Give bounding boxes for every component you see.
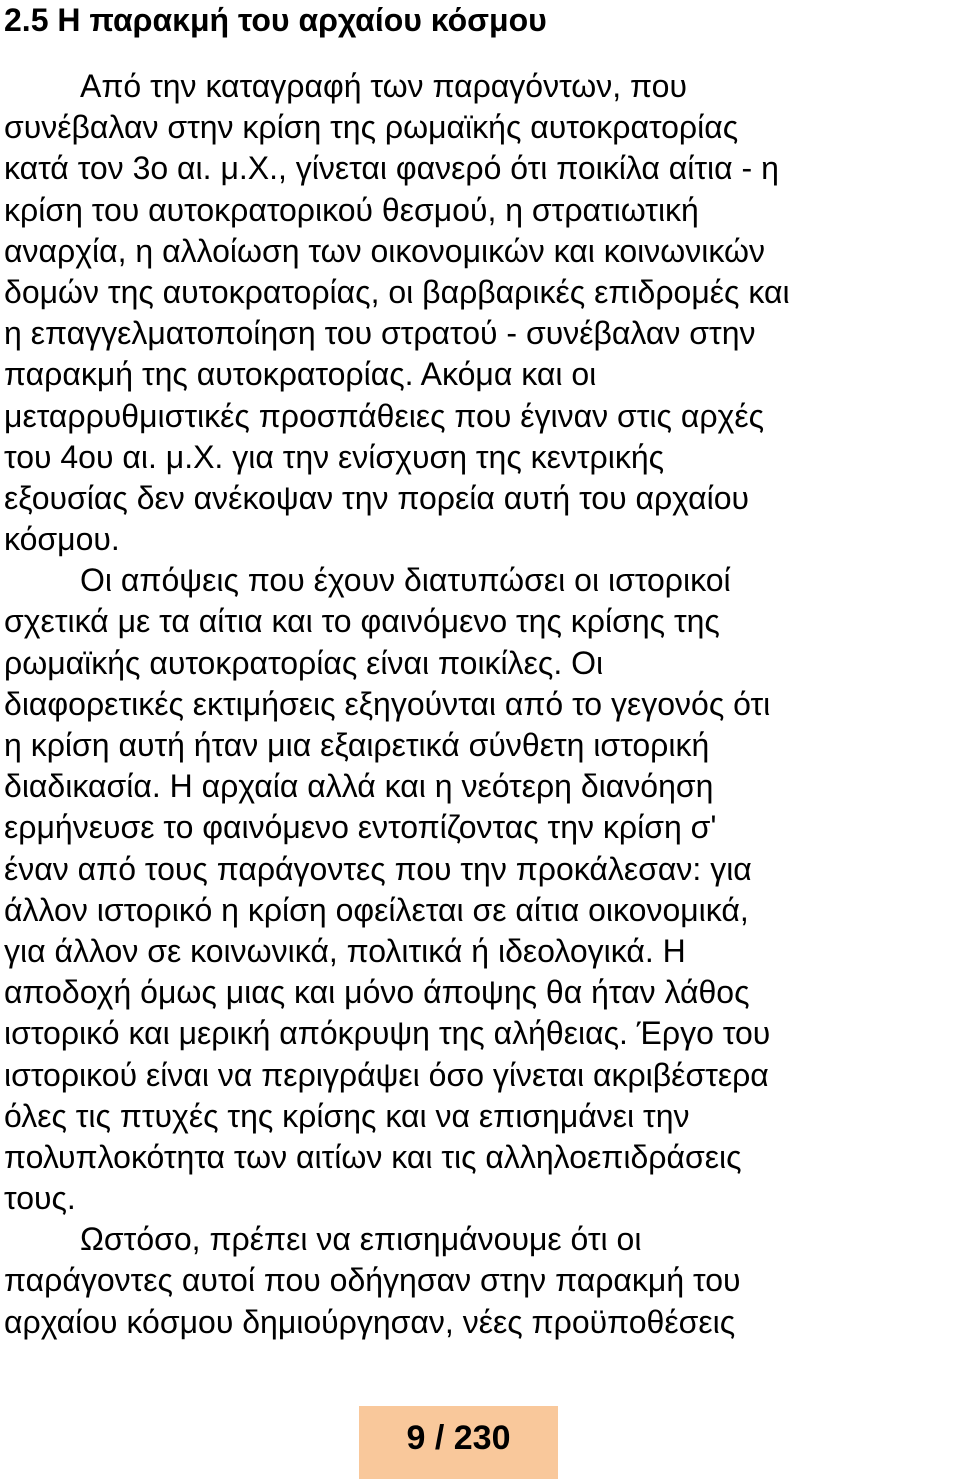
text-line: σχετικά με τα αίτια και το φαινόμενο της κρίσης της [4,603,720,640]
paragraph-3 [4,1219,958,1343]
text-line: ρωμαϊκής αυτοκρατορίας είναι ποικίλες. Οι [4,644,604,681]
text-line: ιστορικό και μερική απόκρυψη της αλήθειας. Έργο του [4,1015,771,1052]
text-line: όλες τις πτυχές της κρίσης και να επισημάνει την [4,1097,690,1134]
text-line: Ωστόσο, πρέπει να επισημάνουμε ότι οι [80,1221,642,1258]
text-line: του 4ου αι. μ.Χ. για την ενίσχυση της κεντρικής [4,438,665,475]
paragraph-1 [4,66,958,560]
text-line: ιστορικού είναι να περιγράψει όσο γίνεται ακριβέστερα [4,1056,769,1093]
text-line: παράγοντες αυτοί που οδήγησαν στην παρακμή του [4,1262,741,1299]
text-line: εξουσίας δεν ανέκοψαν την πορεία αυτή του αρχαίου [4,479,750,516]
text-line: παρακμή της αυτοκρατορίας. Ακόμα και οι [4,356,597,393]
text-line: δομών της αυτοκρατορίας, οι βαρβαρικές επιδρομές και [4,273,790,310]
text-line: κατά τον 3ο αι. μ.Χ., γίνεται φανερό ότι ποικίλα αίτια - η [4,150,779,187]
text-line: αποδοχή όμως μιας και μόνο άποψης θα ήταν λάθος [4,974,750,1011]
text-line: κρίση του αυτοκρατορικού θεσμού, η στρατιωτική [4,191,699,228]
text-line: έναν από τους παράγοντες που την προκάλεσαν: για [4,850,752,887]
text-line: διαφορετικές εκτιμήσεις εξηγούνται από το γεγονός ότι [4,685,771,722]
text-line: πολυπλοκότητα των αιτίων και τις αλληλοεπιδράσεις [4,1138,742,1175]
text-line: αρχαίου κόσμου δημιούργησαν, νέες προϋποθέσεις [4,1303,736,1340]
text-line: διαδικασία. Η αρχαία αλλά και η νεότερη διανόηση [4,768,714,805]
text-line: μεταρρυθμιστικές προσπάθειες που έγιναν στις αρχές [4,397,764,434]
text-line: η κρίση αυτή ήταν μια εξαιρετικά σύνθετη ιστορική [4,727,710,763]
page-indicator [359,1406,558,1479]
document-body [4,66,958,1343]
text-line: Από την καταγραφή των παραγόντων, που [80,68,687,104]
text-line: η επαγγελματοποίηση του στρατού - συνέβαλαν στην [4,315,756,352]
text-line: Οι απόψεις που έχουν διατυπώσει οι ιστορικοί [80,562,731,599]
text-line: αναρχία, η αλλοίωση των οικονομικών και κοινωνικών [4,232,765,269]
text-line: κόσμου. [4,521,120,558]
text-line: ερμήνευσε το φαινόμενο εντοπίζοντας την κρίση σ' [4,809,717,846]
text-line: συνέβαλαν στην κρίση της ρωμαϊκής αυτοκρατορίας [4,109,739,146]
text-line: τους. [4,1180,76,1217]
paragraph-2 [4,560,958,1219]
page-number: 9 / 230 [406,1418,511,1457]
text-line: για άλλον σε κοινωνικά, πολιτικά ή ιδεολογικά. Η [4,932,686,969]
section-heading: 2.5 Η παρακμή του αρχαίου κόσμου [4,2,547,38]
text-line: άλλον ιστορικό η κρίση οφείλεται σε αίτια οικονομικά, [4,891,749,928]
